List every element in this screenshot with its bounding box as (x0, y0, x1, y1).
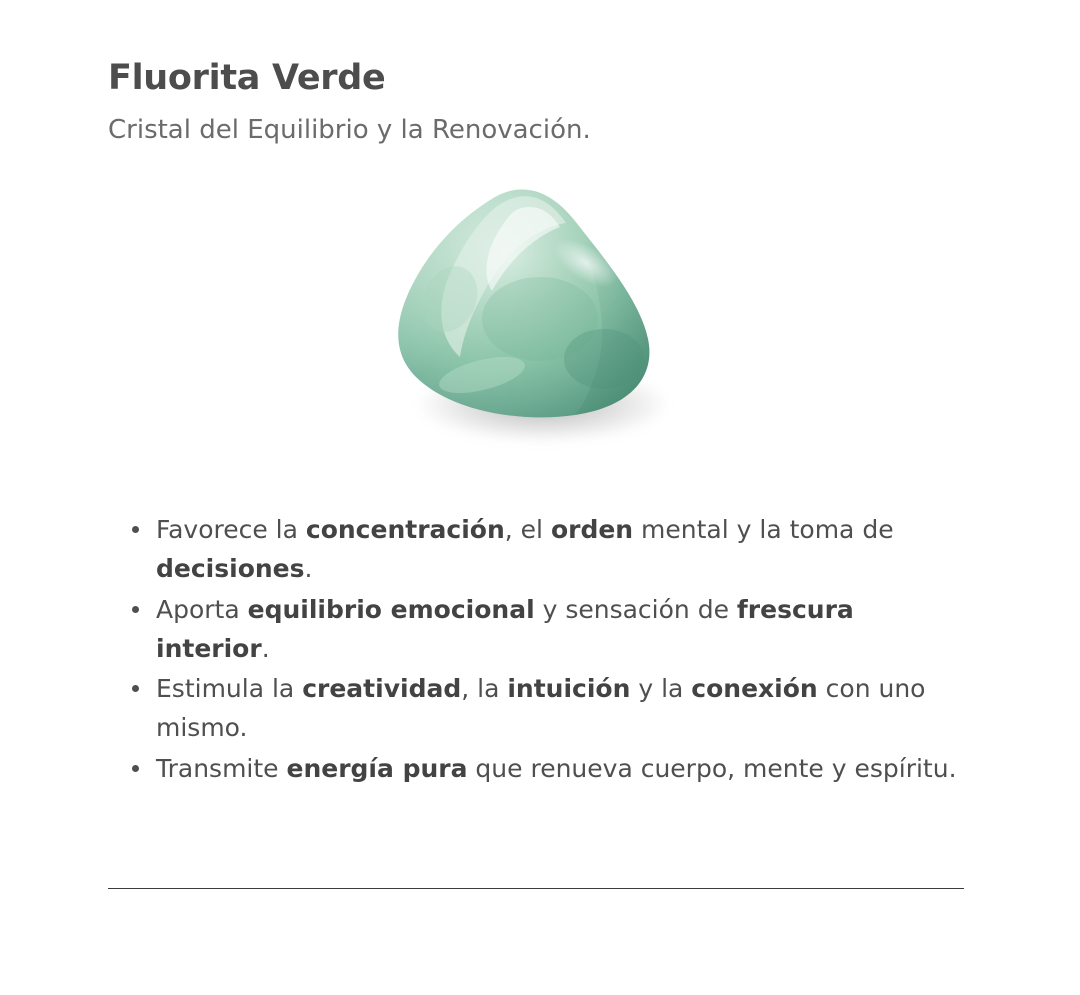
emphasis-text: energía pura (286, 753, 468, 783)
list-item: Transmite energía pura que renueva cuerpo, mente y espíritu. (128, 750, 962, 789)
page-subtitle: Cristal del Equilibrio y la Renovación. (108, 114, 591, 145)
list-item: Aporta equilibrio emocional y sensación de frescura interior. (128, 591, 962, 669)
stone-illustration (390, 179, 690, 469)
stone-figure (0, 179, 1080, 489)
emphasis-text: orden (550, 515, 634, 545)
emphasis-text: frescura interior (156, 594, 854, 663)
emphasis-text: concentración (305, 515, 505, 545)
list-item: Favorece la concentración, el orden mental y la toma de decisiones. (128, 511, 962, 589)
list-item: Estimula la creatividad, la intuición y la conexión con uno mismo. (128, 670, 962, 748)
emphasis-text: equilibrio emocional (247, 594, 535, 624)
green-fluorite-stone-icon (390, 179, 690, 469)
section-divider (108, 888, 964, 889)
emphasis-text: conexión (691, 674, 818, 704)
emphasis-text: intuición (507, 674, 631, 704)
page-title: Fluorita Verde (108, 58, 386, 98)
properties-list (0, 511, 1080, 788)
document-header (0, 0, 1080, 147)
emphasis-text: decisiones (156, 554, 305, 584)
emphasis-text: creatividad (302, 674, 462, 704)
